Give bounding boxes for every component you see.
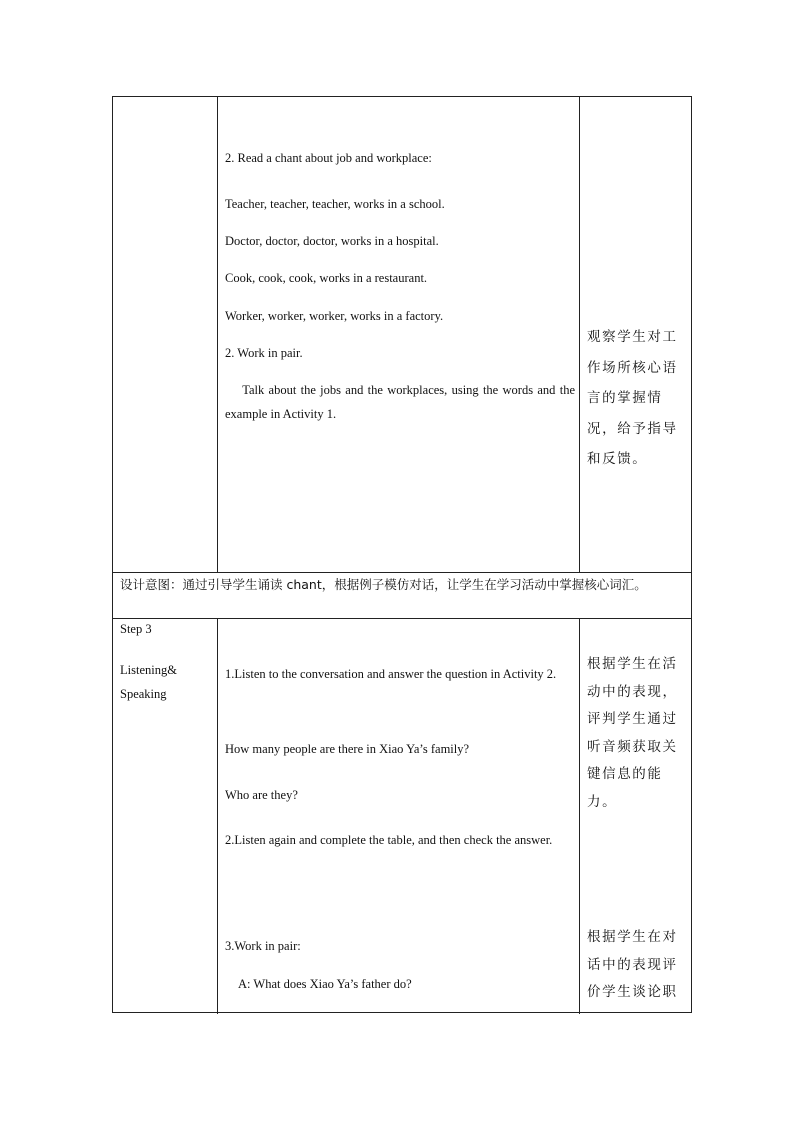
step-name: Listening& Speaking — [120, 663, 177, 701]
design-intent: 设计意图：通过引导学生诵读 chant，根据例子模仿对话，让学生在学习活动中掌握核心词汇。 — [120, 577, 647, 592]
column-divider-2-lower — [579, 618, 580, 1014]
evaluation-note: 根据学生在活动中的表现，评判学生通过听音频获取关键信息的能力。 — [587, 656, 678, 810]
chant-instruction: 2. Read a chant about job and workplace: — [225, 151, 432, 165]
column-divider-1 — [217, 97, 218, 572]
evaluation-note: 根据学生在对话中的表现评价学生谈论职 — [587, 929, 678, 1000]
pair-work-instruction: 3.Work in pair: — [225, 939, 301, 953]
question: How many people are there in Xiao Ya’s family? — [225, 742, 470, 756]
chant-line: Doctor, doctor, doctor, works in a hospital. — [225, 234, 439, 248]
listen-again-instruction: 2.Listen again and complete the table, and then check the answer. — [225, 833, 553, 847]
pair-work-detail: Talk about the jobs and the workplaces, using the words and the example in Activity 1. — [225, 383, 579, 421]
chant-line: Worker, worker, worker, works in a factory. — [225, 309, 444, 323]
row-divider-2 — [113, 618, 691, 619]
pair-work-instruction: 2. Work in pair. — [225, 346, 303, 360]
lesson-plan-table — [112, 96, 692, 1013]
evaluation-note: 观察学生对工作场所核心语言的掌握情况，给予指导和反馈。 — [587, 329, 678, 467]
row-divider-1 — [113, 572, 691, 573]
step-label: Step 3 — [120, 622, 152, 636]
column-divider-1-lower — [217, 618, 218, 1014]
chant-line: Teacher, teacher, teacher, works in a school. — [225, 197, 445, 211]
listening-instruction: 1.Listen to the conversation and answer the question in Activity 2. — [225, 667, 557, 681]
chant-line: Cook, cook, cook, works in a restaurant. — [225, 271, 428, 285]
column-divider-2 — [579, 97, 580, 572]
dialogue-line: A: What does Xiao Ya’s father do? — [238, 977, 412, 991]
question: Who are they? — [225, 788, 298, 802]
